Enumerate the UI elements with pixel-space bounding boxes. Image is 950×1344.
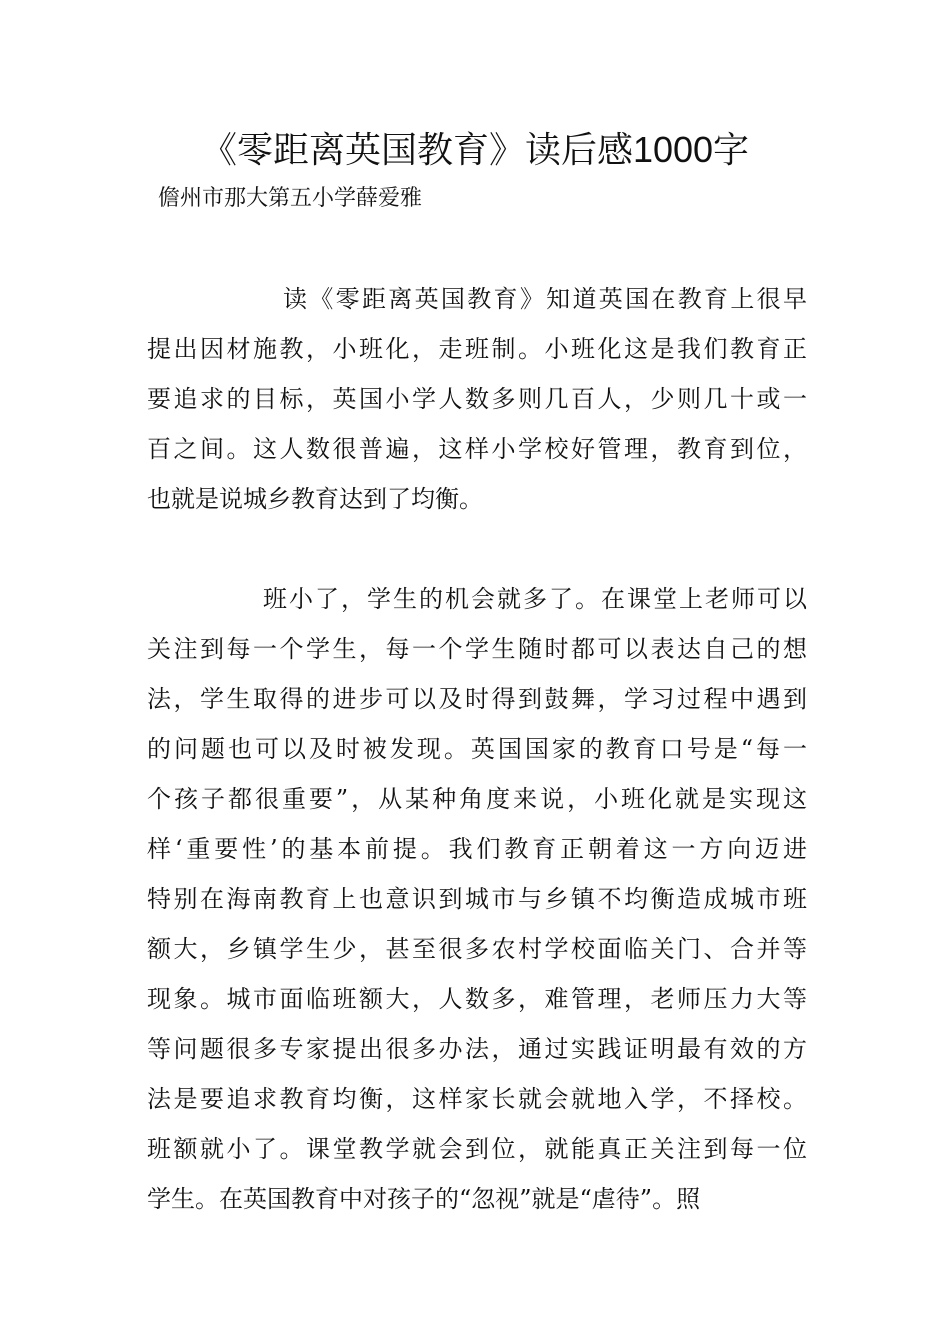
- text-line: 等问题很多专家提出很多办法，通过实践证明最有效的方: [147, 1035, 807, 1063]
- text-line: 特别在海南教育上也意识到城市与乡镇不均衡造成城市班: [147, 885, 807, 913]
- text-line: 学生。在英国教育中对孩子的“忽视”就是“虐待”。照: [147, 1185, 701, 1213]
- text-line: 也就是说城乡教育达到了均衡。: [147, 485, 483, 513]
- text-line: 样‘重要性’的基本前提。我们教育正朝着这一方向迈进: [147, 835, 807, 863]
- text-line: 法是要追求教育均衡，这样家长就会就地入学，不择校。: [147, 1085, 807, 1113]
- text-line: 的问题也可以及时被发现。英国国家的教育口号是“每一: [147, 735, 807, 763]
- text-line: 提出因材施教，小班化，走班制。小班化这是我们教育正: [147, 335, 807, 363]
- document-title: 《零距离英国教育》读后感1000字: [200, 129, 750, 170]
- text-line: 班小了，学生的机会就多了。在课堂上老师可以: [263, 585, 807, 613]
- author-line: 儋州市那大第五小学薛爱雅: [158, 186, 423, 211]
- text-line: 读《零距离英国教育》知道英国在教育上很早: [283, 285, 807, 313]
- text-line: 要追求的目标，英国小学人数多则几百人，少则几十或一: [147, 385, 807, 413]
- text-line: 现象。城市面临班额大，人数多，难管理，老师压力大等: [147, 985, 807, 1013]
- text-line: 班额就小了。课堂教学就会到位，就能真正关注到每一位: [147, 1135, 807, 1163]
- paragraph-2: [147, 574, 807, 1224]
- paragraph-1: [147, 274, 807, 524]
- text-line: 额大，乡镇学生少，甚至很多农村学校面临关门、合并等: [147, 935, 807, 963]
- text-line: 法，学生取得的进步可以及时得到鼓舞，学习过程中遇到: [147, 685, 807, 713]
- text-line: 个孩子都很重要”，从某种角度来说，小班化就是实现这: [147, 785, 807, 813]
- text-line: 百之间。这人数很普遍，这样小学校好管理，教育到位，: [147, 435, 807, 463]
- text-line: 关注到每一个学生，每一个学生随时都可以表达自己的想: [147, 635, 807, 663]
